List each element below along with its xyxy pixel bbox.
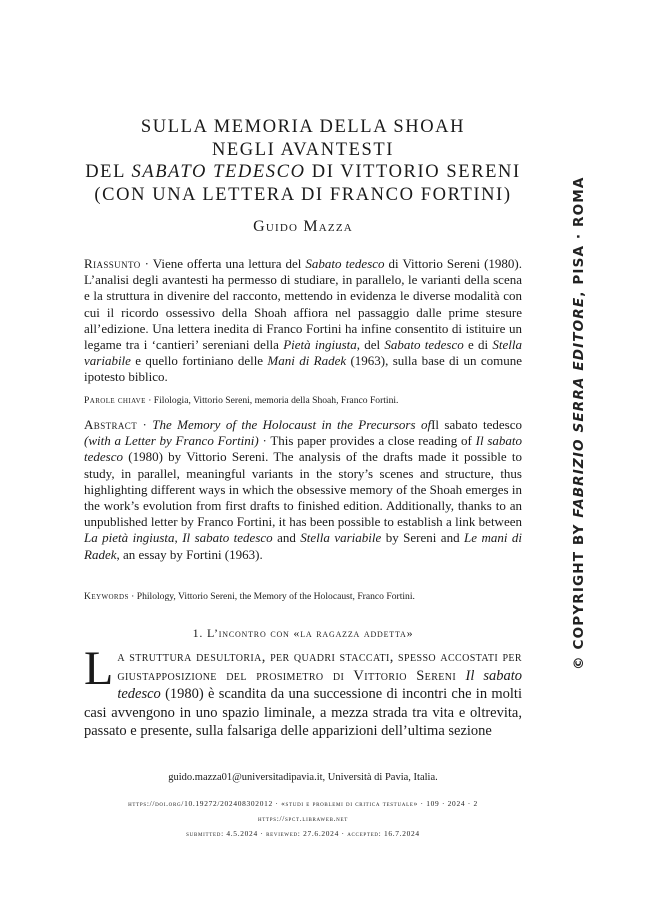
abstract-text: , an essay by Fortini (1963).	[116, 546, 263, 562]
riassunto-paragraph	[84, 256, 522, 386]
riassunto-label: Riassunto	[84, 256, 141, 271]
riassunto-text: · Viene offerta una lettura del	[140, 256, 306, 271]
parole-chiave-text: · Filologia, Vittorio Sereni, memoria della Shoah, Franco Fortini.	[145, 395, 399, 406]
abstract-italic: Stella variabile	[300, 530, 382, 546]
abstract-italic: La pietà ingiusta	[84, 530, 175, 546]
drop-cap: L	[84, 642, 114, 695]
doi-line: https://doi.org/10.19272/202408302012 · «studi e problemi di critica testuale» · 109 · 2024 · 2	[128, 799, 478, 808]
abstract-text: ·	[137, 417, 153, 432]
abstract-text: and	[272, 530, 301, 546]
abstract-italic: The Memory of the Holocaust in the Precursors of	[152, 417, 432, 432]
riassunto-text: e quello fortiniano delle	[130, 353, 268, 369]
riassunto-italic: Stella variabile	[84, 337, 522, 369]
riassunto-italic: Mani di Radek	[267, 353, 347, 369]
keywords-line	[84, 591, 522, 603]
journal-url: https://spct.libraweb.net	[257, 814, 348, 823]
author-name: Guido Mazza	[253, 218, 353, 235]
abstract-text: by Sereni and	[381, 530, 465, 546]
title-line-4: (CON UNA LETTERA DI FRANCO FORTINI)	[94, 184, 512, 205]
publisher-name: FABRIZIO SERRA EDITORE	[571, 296, 587, 518]
title-line-3-pre: DEL	[85, 162, 132, 182]
title-line-2: NEGLI AVANTESTI	[211, 139, 395, 160]
abstract-label: Abstract	[84, 417, 138, 432]
parole-chiave-label: Parole chiave	[84, 395, 146, 406]
riassunto-italic: Sabato tedesco	[384, 337, 464, 353]
copyright-suffix: , PISA · ROMA	[571, 176, 587, 297]
abstract-paragraph	[84, 417, 522, 563]
keywords-label: Keywords	[84, 591, 129, 602]
copyright-sidebar	[571, 176, 587, 670]
body-text: a struttura desultoria, per quadri staccati, spesso accostati per giustapposizione del prosimetro di Vittorio Sereni	[117, 649, 522, 684]
abstract-text: ,	[174, 530, 183, 546]
body-paragraph	[84, 642, 522, 741]
parole-chiave-line	[84, 395, 522, 407]
submission-dates: submitted: 4.5.2024 · reviewed: 27.6.2024 · accepted: 16.7.2024	[186, 829, 420, 838]
article-title	[84, 116, 522, 206]
riassunto-italic: Sabato tedesco	[305, 256, 385, 271]
title-line-3-italic: SABATO TEDESCO	[131, 162, 306, 182]
abstract-italic: Il sabato tedesco	[182, 530, 273, 546]
abstract-italic: Il sabato tedesco	[84, 433, 522, 465]
abstract-italic: (with a Letter by Franco Fortini)	[84, 433, 259, 449]
abstract-text: · This paper provides a close reading of	[258, 433, 476, 449]
riassunto-text: , del	[356, 337, 385, 353]
abstract-text: (1980) by Vittorio Sereni. The analysis of the drafts made it possible to study, in parallel, meaningful variants in the story’s scenes and structure, thus highlighting different ways in which the obsessive memory of the Shoah emerges in the work’s evolution from first drafts to finished edition. Additionally, thanks to an unpublished letter by Franco Fortini, it has been possible to establish a link between	[84, 449, 522, 530]
body-text: (1980) è scandita da una successione di incontri che in molti casi avvengono in uno spazio liminale, a mezza strada tra vita e oltrevita, passato e presente, sulla falsariga delle apparizioni dell’ultima sezione	[84, 686, 522, 740]
title-line-1: SULLA MEMORIA DELLA SHOAH	[140, 117, 466, 137]
title-line-3	[84, 161, 522, 184]
riassunto-italic: Pietà ingiusta	[283, 337, 357, 353]
copyright-prefix: © COPYRIGHT BY	[571, 517, 587, 670]
author-email-affiliation: guido.mazza01@universitadipavia.it, Università di Pavia, Italia.	[168, 772, 438, 783]
riassunto-text: e di	[463, 337, 493, 353]
body-italic: Il sabato tedesco	[117, 667, 522, 703]
title-line-3-post: DI VITTORIO SERENI	[305, 162, 521, 182]
abstract-text: Il sabato tedesco	[431, 417, 522, 432]
keywords-text: · Philology, Vittorio Sereni, the Memory of the Holocaust, Franco Fortini.	[128, 591, 415, 602]
section-heading: 1. L’incontro con «la ragazza addetta»	[192, 626, 414, 640]
riassunto-text: di Vittorio Sereni (1980). L’analisi degli avantesti ha permesso di studiare, in parallelo, le varianti della scena e la struttura in divenire del racconto, mettendo in evidenza le diverse modalità con cui il ricordo ossessivo della Shoah affiora nel passaggio dalle prime stesure all’edizione. Una lettera inedita di Franco Fortini ha infine consentito di istituire un legame tra i ‘cantieri’ sereniani della	[84, 256, 522, 353]
abstract-italic: Le mani di Radek	[84, 530, 522, 562]
riassunto-text: (1963), sulla base di un comune ipotesto biblico.	[84, 353, 522, 385]
